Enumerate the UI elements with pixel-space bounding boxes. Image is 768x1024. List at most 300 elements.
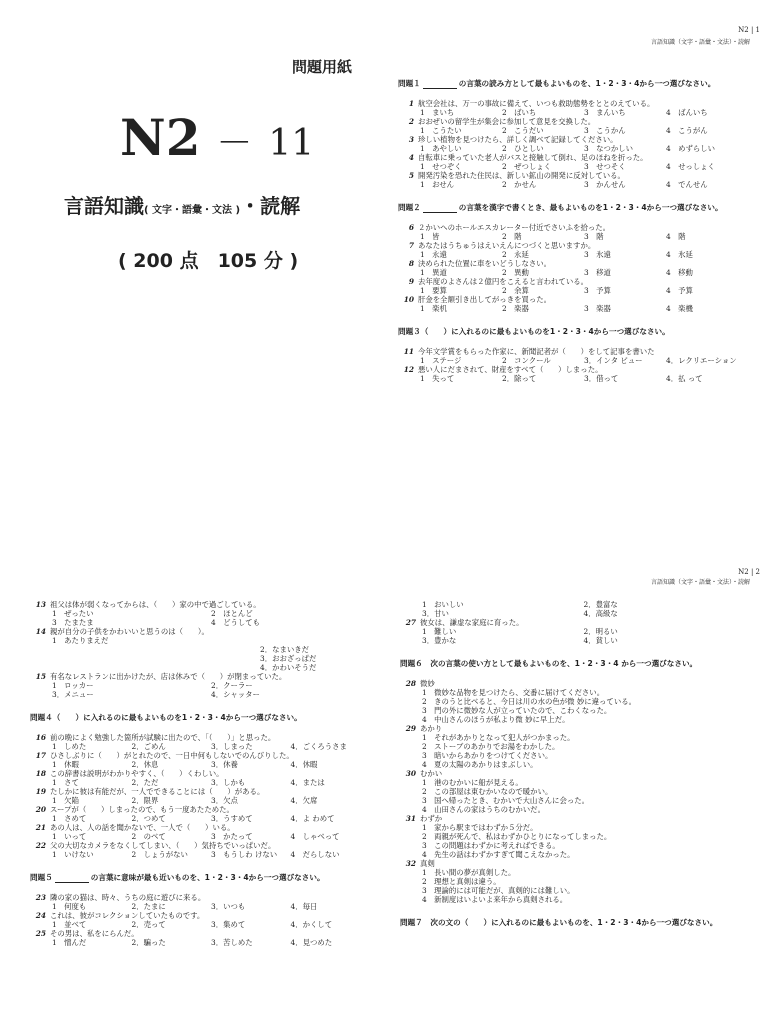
answer-option: 3 こうかん bbox=[584, 126, 626, 135]
question-number: 6 bbox=[408, 223, 414, 232]
question-number: 3 bbox=[408, 135, 414, 144]
question-number: 25 bbox=[35, 929, 46, 938]
question bbox=[398, 135, 748, 153]
answer-option: 1 まいち bbox=[420, 108, 455, 117]
answer-option: 2 異動 bbox=[502, 268, 529, 277]
answer-option: 3．おおざっぱだ bbox=[260, 654, 317, 663]
answer-option: 4．毎日 bbox=[290, 902, 318, 911]
question-number: 16 bbox=[35, 733, 46, 742]
question-text: たしかに彼は有能だが、一人でできることには（ ）がある。 bbox=[50, 787, 265, 796]
question bbox=[30, 893, 370, 911]
question-text: 隣の家の猫は、時々、うちの庭に遊びに来る。 bbox=[50, 893, 206, 902]
answer-option: 3 楽器 bbox=[584, 304, 611, 313]
question bbox=[30, 769, 370, 787]
question bbox=[30, 787, 370, 805]
answer-option: 2 永延 bbox=[502, 250, 529, 259]
answer-option: 3．インタ ビュー bbox=[584, 356, 643, 365]
answer-option: 3．メニュー bbox=[52, 690, 94, 699]
answer-option: 1 せつぞく bbox=[420, 162, 462, 171]
answer-option: 4．欠席 bbox=[290, 796, 318, 805]
level: N2 bbox=[120, 108, 201, 167]
answer-option: 4．シャッター bbox=[211, 690, 260, 699]
question-number: 29 bbox=[405, 724, 416, 733]
question-stem bbox=[400, 769, 745, 778]
answer-options bbox=[30, 778, 370, 787]
section-instruction: の言葉の読み方として最もよいものを、1・2・3・4から一つ選びなさい。 bbox=[458, 79, 716, 88]
answer-option: 1 ロッカー bbox=[52, 681, 94, 690]
answer-options bbox=[30, 760, 370, 769]
question bbox=[30, 929, 370, 947]
question-number: 13 bbox=[35, 600, 46, 609]
answer-option: 3 なつかしい bbox=[584, 144, 634, 153]
answer-option: 2．つめて bbox=[131, 814, 166, 823]
answer-option: 4 こうがん bbox=[666, 126, 708, 135]
exam-page-2 bbox=[0, 560, 768, 1024]
question-number: 2 bbox=[408, 117, 414, 126]
question-text: 決められた位置に車をいどうしなさい。 bbox=[418, 259, 552, 268]
spacer bbox=[398, 339, 748, 347]
question-number: 32 bbox=[405, 859, 416, 868]
section-instruction: の言葉を漢字で書くとき、最もよいものを1・2・3・4から一つ選びなさい。 bbox=[458, 203, 723, 212]
question-number: 9 bbox=[408, 277, 414, 286]
answer-option: 2 余算 bbox=[502, 286, 529, 295]
answer-option: 2 のべて bbox=[131, 832, 166, 841]
section-heading bbox=[400, 659, 745, 669]
answer-option: 1 異道 bbox=[420, 268, 447, 277]
spacer bbox=[400, 938, 745, 952]
answer-options bbox=[30, 902, 370, 911]
answer-option: 2．売って bbox=[131, 920, 166, 929]
answer-options bbox=[398, 356, 748, 365]
usage-question bbox=[400, 724, 745, 769]
spacer bbox=[398, 91, 748, 99]
question-number: 19 bbox=[35, 787, 46, 796]
answer-blank bbox=[423, 204, 457, 213]
question-stem bbox=[30, 672, 370, 681]
question bbox=[30, 733, 370, 751]
question bbox=[398, 117, 748, 135]
answer-options bbox=[398, 126, 748, 135]
section-heading bbox=[398, 79, 748, 89]
question-stem bbox=[400, 679, 745, 688]
question bbox=[30, 911, 370, 929]
answer-options bbox=[30, 681, 370, 699]
answer-option: 1 しめた bbox=[52, 742, 87, 751]
usage-option: 2 ストーブのあかりでお湯をわかした。 bbox=[422, 742, 560, 751]
question-text: 開発汚染を恐れた住民は、新しい鉱山の開発に反対している。 bbox=[418, 171, 625, 180]
section-label: 問題７ 次の文の（ ）に入れるのに最もよいものを、1・2・3・4から一つ選びなさい。 bbox=[400, 918, 718, 927]
spacer bbox=[398, 313, 748, 327]
answer-options bbox=[398, 232, 748, 241]
question-number: 18 bbox=[35, 769, 46, 778]
answer-option: 3．集めて bbox=[211, 920, 246, 929]
spacer bbox=[30, 725, 370, 733]
answer-option: 1 こうたい bbox=[420, 126, 462, 135]
question-stem bbox=[398, 277, 748, 286]
answer-options bbox=[30, 742, 370, 751]
answer-option: 2 ひとしい bbox=[502, 144, 544, 153]
question-text: ２かいへのホールエスカレーター付近でさいふを拾った。 bbox=[418, 223, 611, 232]
answer-option: 1 難しい bbox=[422, 627, 457, 636]
answer-options bbox=[30, 832, 370, 841]
question bbox=[400, 600, 745, 618]
answer-option: 3 階 bbox=[584, 232, 604, 241]
question-text: 彼女は、謙虚な家庭に育った。 bbox=[420, 618, 524, 627]
section-heading bbox=[400, 918, 745, 928]
question-number: 27 bbox=[405, 618, 416, 627]
target-word: あかり bbox=[420, 724, 443, 733]
target-word: むかい bbox=[420, 769, 443, 778]
question bbox=[398, 259, 748, 277]
question-text: 悪い人にだまされて、財産をすべて（ ）しまった。 bbox=[418, 365, 603, 374]
answer-option: 3 かたって bbox=[211, 832, 253, 841]
question bbox=[398, 365, 748, 383]
answer-option: 3．うすめて bbox=[211, 814, 253, 823]
question-stem bbox=[398, 365, 748, 374]
answer-option: 4 せっしょく bbox=[666, 162, 715, 171]
answer-options bbox=[398, 374, 748, 383]
answer-option: 1 並べて bbox=[52, 920, 87, 929]
answer-options bbox=[30, 938, 370, 947]
level-title bbox=[120, 108, 314, 167]
answer-option: 4．貧しい bbox=[583, 636, 618, 645]
answer-option: 2 かせん bbox=[502, 180, 537, 189]
usage-option: 1 長い間の夢が真剣した。 bbox=[422, 868, 516, 877]
question-stem bbox=[30, 787, 370, 796]
answer-option: 3．借って bbox=[584, 374, 619, 383]
question bbox=[398, 295, 748, 313]
section-heading bbox=[398, 203, 748, 213]
spacer bbox=[30, 947, 370, 961]
answer-option: 3．苦しめた bbox=[211, 938, 253, 947]
answer-options bbox=[398, 162, 748, 171]
question-number: 17 bbox=[35, 751, 46, 760]
answer-option: 3 まんいち bbox=[584, 108, 626, 117]
answer-option: 4 どうしても bbox=[211, 618, 261, 627]
answer-option: 4 だらしない bbox=[290, 850, 340, 859]
question-text: 前の晩によく勉強した箇所が試験に出たので、「（ ）」と思った。 bbox=[50, 733, 276, 742]
spacer bbox=[400, 645, 745, 659]
question-text: 今年文学賞をもらった作家に、新聞記者が（ ）をして記事を書いた bbox=[418, 347, 655, 356]
question bbox=[30, 823, 370, 841]
usage-question bbox=[400, 679, 745, 724]
answer-option: 2 楽器 bbox=[502, 304, 529, 313]
question-number: 14 bbox=[35, 627, 46, 636]
question bbox=[398, 241, 748, 259]
answer-option: 3．欠点 bbox=[211, 796, 238, 805]
answer-option: 1 いけない bbox=[52, 850, 94, 859]
usage-option: 2 きのうと比べると、今日は川の水の色が微 妙に違っている。 bbox=[422, 697, 636, 706]
question-number: 1 bbox=[408, 99, 414, 108]
answer-option: 1 皆 bbox=[420, 232, 440, 241]
answer-options bbox=[398, 268, 748, 277]
page-number: N2 | 2 bbox=[738, 568, 760, 576]
answer-option: 3 氷遠 bbox=[584, 250, 611, 259]
answer-option: 2．なまいきだ bbox=[260, 645, 310, 654]
usage-option: 4 夏の太陽のあかりはまぶしい。 bbox=[422, 760, 538, 769]
answer-option: 2 ほとんど bbox=[211, 609, 253, 618]
section-instruction: の言葉に意味が最も近いものを、1・2・3・4から一つ選びなさい。 bbox=[90, 873, 325, 882]
usage-question bbox=[400, 859, 745, 904]
answer-option: 1 失って bbox=[420, 374, 455, 383]
section-heading bbox=[398, 327, 748, 337]
question bbox=[400, 618, 745, 645]
answer-option: 1 欠陥 bbox=[52, 796, 79, 805]
question-number: 7 bbox=[408, 241, 414, 250]
answer-option: 3 予算 bbox=[584, 286, 611, 295]
question-text: この辞書は説明がわかりやすく、（ ）くわしい。 bbox=[50, 769, 224, 778]
question-text: その男は、私をにらんだ。 bbox=[50, 929, 139, 938]
answer-option: 4 楽機 bbox=[666, 304, 693, 313]
question-stem bbox=[30, 600, 370, 609]
answer-options bbox=[30, 850, 370, 859]
question-stem bbox=[30, 893, 370, 902]
question-stem bbox=[30, 805, 370, 814]
question-number: 30 bbox=[405, 769, 416, 778]
question-text: あなたはうちゅうはえいえんにつづくと思いますか。 bbox=[418, 241, 596, 250]
question-text: 航空会社は、万一の事故に備えて、いつも救助態勢をととのえている。 bbox=[418, 99, 655, 108]
answer-option: 2．ただ bbox=[131, 778, 159, 787]
spacer bbox=[398, 215, 748, 223]
answer-option: 4 めずらしい bbox=[666, 144, 716, 153]
question-number: 4 bbox=[408, 153, 414, 162]
question-number: 10 bbox=[403, 295, 414, 304]
question bbox=[30, 672, 370, 699]
subject-title: 言語知識( 文字・語彙・文法 )・読解 bbox=[64, 194, 301, 218]
answer-option: 1 休暇 bbox=[52, 760, 79, 769]
answer-option: 4．ごくろうさま bbox=[290, 742, 347, 751]
spacer bbox=[400, 904, 745, 918]
question-number: 20 bbox=[35, 805, 46, 814]
answer-blank bbox=[423, 80, 457, 89]
question-number: 11 bbox=[403, 347, 414, 356]
answer-option: 4．レクリエーション bbox=[666, 356, 737, 365]
question-text: これは、彼がコレクションしていたものです。 bbox=[50, 911, 205, 920]
answer-option: 1 おいしい bbox=[422, 600, 464, 609]
question-text: 有名なレストランに出かけたが、店は休みで（ ）が閉まっていた。 bbox=[50, 672, 287, 681]
question-stem bbox=[398, 171, 748, 180]
question-text: 肝金を全額引き出してがっきを買った。 bbox=[418, 295, 552, 304]
answer-option: 2 こうだい bbox=[502, 126, 544, 135]
answer-option: 4．休暇 bbox=[290, 760, 318, 769]
section-label: 問題３（ ）に入れるのに最もよいものを1・2・3・4から一つ選びなさい。 bbox=[398, 327, 670, 336]
question-text: おおぜいの留学生が集会に参加して意見を交換した。 bbox=[418, 117, 596, 126]
answer-option: 1 楽机 bbox=[420, 304, 447, 313]
answer-option: 4 階 bbox=[666, 232, 686, 241]
question bbox=[398, 347, 748, 365]
usage-option: 4 山田さんの家はうちのむかいだ。 bbox=[422, 805, 545, 814]
spacer bbox=[398, 383, 748, 397]
question-text: 珍しい植物を見つけたら、詳しく調べて記録してください。 bbox=[418, 135, 618, 144]
answer-option: 3 かんせん bbox=[584, 180, 626, 189]
usage-option: 3 この問題はわずかに考えればできる。 bbox=[422, 841, 560, 850]
question-stem bbox=[30, 929, 370, 938]
question-text: 父の大切なカメラをなくしてしまい、（ ）気持ちでいっぱいだ。 bbox=[50, 841, 276, 850]
answer-option: 3．甘い bbox=[422, 609, 449, 618]
question-number: 28 bbox=[405, 679, 416, 688]
question-text: 親が自分の子供をかわいいと思うのは（ ）。 bbox=[50, 627, 209, 636]
question-stem bbox=[30, 841, 370, 850]
question-stem bbox=[400, 859, 745, 868]
question-stem bbox=[398, 117, 748, 126]
answer-options bbox=[30, 636, 370, 645]
answer-option: 2．クーラー bbox=[211, 681, 253, 690]
question-stem bbox=[398, 295, 748, 304]
answer-option: 1 ステージ bbox=[420, 356, 462, 365]
section-heading bbox=[30, 713, 370, 723]
question-number: 8 bbox=[408, 259, 414, 268]
question-number: 21 bbox=[35, 823, 46, 832]
answer-options bbox=[398, 108, 748, 117]
answer-option: 2 コンクール bbox=[502, 356, 551, 365]
usage-option: 3 理論的には可能だが、真剣的には難しい。 bbox=[422, 886, 575, 895]
section-heading bbox=[30, 873, 370, 883]
question-stem bbox=[398, 241, 748, 250]
usage-option: 2 両親が死んで、私はわずかひとりになってしまった。 bbox=[422, 832, 612, 841]
usage-option: 3 暗いからあかりをつけてください。 bbox=[422, 751, 553, 760]
answer-option: 3．しかも bbox=[211, 778, 246, 787]
question-stem bbox=[400, 814, 745, 823]
answer-option: 1 憎んだ bbox=[52, 938, 87, 947]
answer-option: 1 永遠 bbox=[420, 250, 447, 259]
usage-question bbox=[400, 814, 745, 859]
answer-option: 4 予算 bbox=[666, 286, 693, 295]
section-label: 問題５ bbox=[30, 873, 53, 882]
answer-option: 2．除って bbox=[502, 374, 537, 383]
question-stem bbox=[30, 769, 370, 778]
answer-options bbox=[30, 796, 370, 805]
answer-option: 4．または bbox=[290, 778, 325, 787]
section-label: 問題２ bbox=[398, 203, 421, 212]
answer-option: 1 おせん bbox=[420, 180, 455, 189]
answer-options bbox=[398, 304, 748, 313]
answer-option: 1 さて bbox=[52, 778, 79, 787]
question bbox=[30, 841, 370, 859]
answer-option: 3．しまった bbox=[211, 742, 253, 751]
answer-option: 4．よ わめて bbox=[290, 814, 335, 823]
question-stem bbox=[30, 627, 370, 636]
question-stem bbox=[398, 153, 748, 162]
question-text: あの人は、人の話を聞かないで、一人で（ ）いる。 bbox=[50, 823, 235, 832]
answer-option: 2 ぜつしょく bbox=[502, 162, 552, 171]
usage-option: 1 それがあかりとなって犯人がつかまった。 bbox=[422, 733, 575, 742]
answer-option: 2．明るい bbox=[583, 627, 618, 636]
answer-option: 3．豊かな bbox=[422, 636, 457, 645]
question-text: 去年度のよさんは２億円をこえると言われている。 bbox=[418, 277, 588, 286]
answer-option: 1 あやしい bbox=[420, 144, 462, 153]
answer-option: 2 ばいち bbox=[502, 108, 537, 117]
page-header: 言語知識（文字・語彙・文法）・読解 bbox=[650, 579, 750, 586]
question bbox=[398, 223, 748, 241]
answer-option: 2．休息 bbox=[131, 760, 159, 769]
page1-questions bbox=[398, 79, 748, 397]
question-stem bbox=[400, 724, 745, 733]
question-number: 23 bbox=[35, 893, 46, 902]
question-number: 5 bbox=[408, 171, 414, 180]
question-stem bbox=[30, 751, 370, 760]
page2-left-column bbox=[30, 600, 370, 961]
answer-option: 4 でんせん bbox=[666, 180, 708, 189]
answer-option: 4．かわいそうだ bbox=[260, 663, 317, 672]
question-text: ひさしぶりに（ ）がとれたので、一日中何もしないでのんびりした。 bbox=[50, 751, 294, 760]
sheet-label: 問題用紙 bbox=[292, 58, 353, 76]
section-label: 問題６ 次の言葉の使い方として最もよいものを、1・2・3・4 から一つ選びなさい。 bbox=[400, 659, 698, 668]
usage-option: 1 家から駅まではわずか５分だ。 bbox=[422, 823, 538, 832]
answer-option: 1 いって bbox=[52, 832, 87, 841]
answer-option: 4．見つめた bbox=[290, 938, 333, 947]
question bbox=[398, 277, 748, 295]
usage-option: 1 微妙な品物を見つけたら、交番に届けてください。 bbox=[422, 688, 605, 697]
spacer bbox=[398, 189, 748, 203]
question-number: 31 bbox=[405, 814, 416, 823]
target-word: 真剣 bbox=[420, 859, 435, 868]
answer-option: 3 移道 bbox=[584, 268, 611, 277]
question-number: 22 bbox=[35, 841, 46, 850]
question bbox=[30, 805, 370, 823]
spacer bbox=[30, 885, 370, 893]
answer-option: 3 たまたま bbox=[52, 618, 94, 627]
answer-option: 2 階 bbox=[502, 232, 522, 241]
answer-options bbox=[400, 600, 745, 618]
question-stem bbox=[398, 99, 748, 108]
question-stem bbox=[30, 823, 370, 832]
spacer bbox=[30, 699, 370, 713]
answer-options bbox=[398, 180, 748, 189]
question-text: 自転車に乗っていた老人がバスと接触して倒れ、足のほねを折った。 bbox=[418, 153, 648, 162]
question-stem bbox=[398, 223, 748, 232]
target-word: 微妙 bbox=[420, 679, 435, 688]
answer-option: 1 さめて bbox=[52, 814, 87, 823]
answer-option: 1 要算 bbox=[420, 286, 447, 295]
answer-option: 2．ごめん bbox=[131, 742, 166, 751]
level-dash: － bbox=[216, 123, 253, 164]
answer-option: 2 しょうがない bbox=[131, 850, 188, 859]
question-stem bbox=[30, 733, 370, 742]
score-and-time: ( 200 点 105 分 ) bbox=[118, 250, 299, 272]
question-stem bbox=[400, 618, 745, 627]
answer-blank bbox=[55, 874, 89, 883]
spacer bbox=[30, 859, 370, 873]
answer-option: 3．休養 bbox=[211, 760, 238, 769]
question bbox=[30, 600, 370, 627]
usage-option: 3 門の外に微妙な人が立っていたので、こわくなった。 bbox=[422, 706, 612, 715]
test-number: 11 bbox=[268, 123, 315, 164]
usage-option: 4 中山さんのほうが私より微 妙に早上だ。 bbox=[422, 715, 570, 724]
answer-option: 4 移動 bbox=[666, 268, 693, 277]
usage-option: 4 新制度はいよいよ来年から真剣される。 bbox=[422, 895, 568, 904]
question bbox=[398, 99, 748, 117]
question-number: 12 bbox=[403, 365, 414, 374]
answer-options bbox=[30, 920, 370, 929]
usage-option: 2 理想と真剣は違う。 bbox=[422, 877, 501, 886]
usage-option: 1 港のむかいに船が見える。 bbox=[422, 778, 523, 787]
answer-option: 4 ばんいち bbox=[666, 108, 708, 117]
question-stem bbox=[30, 911, 370, 920]
answer-option: 1 何度も bbox=[52, 902, 87, 911]
question-stem bbox=[398, 347, 748, 356]
question-text: スープが（ ）しまったので、もう一度あたためた。 bbox=[50, 805, 234, 814]
answer-option: 2．たまに bbox=[131, 902, 166, 911]
question bbox=[30, 627, 370, 672]
target-word: わずか bbox=[420, 814, 443, 823]
answer-option: 2．豊富な bbox=[583, 600, 618, 609]
answer-option: 3．いつも bbox=[211, 902, 246, 911]
answer-option: 4．払 って bbox=[666, 374, 703, 383]
answer-options bbox=[398, 286, 748, 295]
question-stem bbox=[398, 259, 748, 268]
question-number: 15 bbox=[35, 672, 46, 681]
answer-options bbox=[400, 627, 745, 645]
